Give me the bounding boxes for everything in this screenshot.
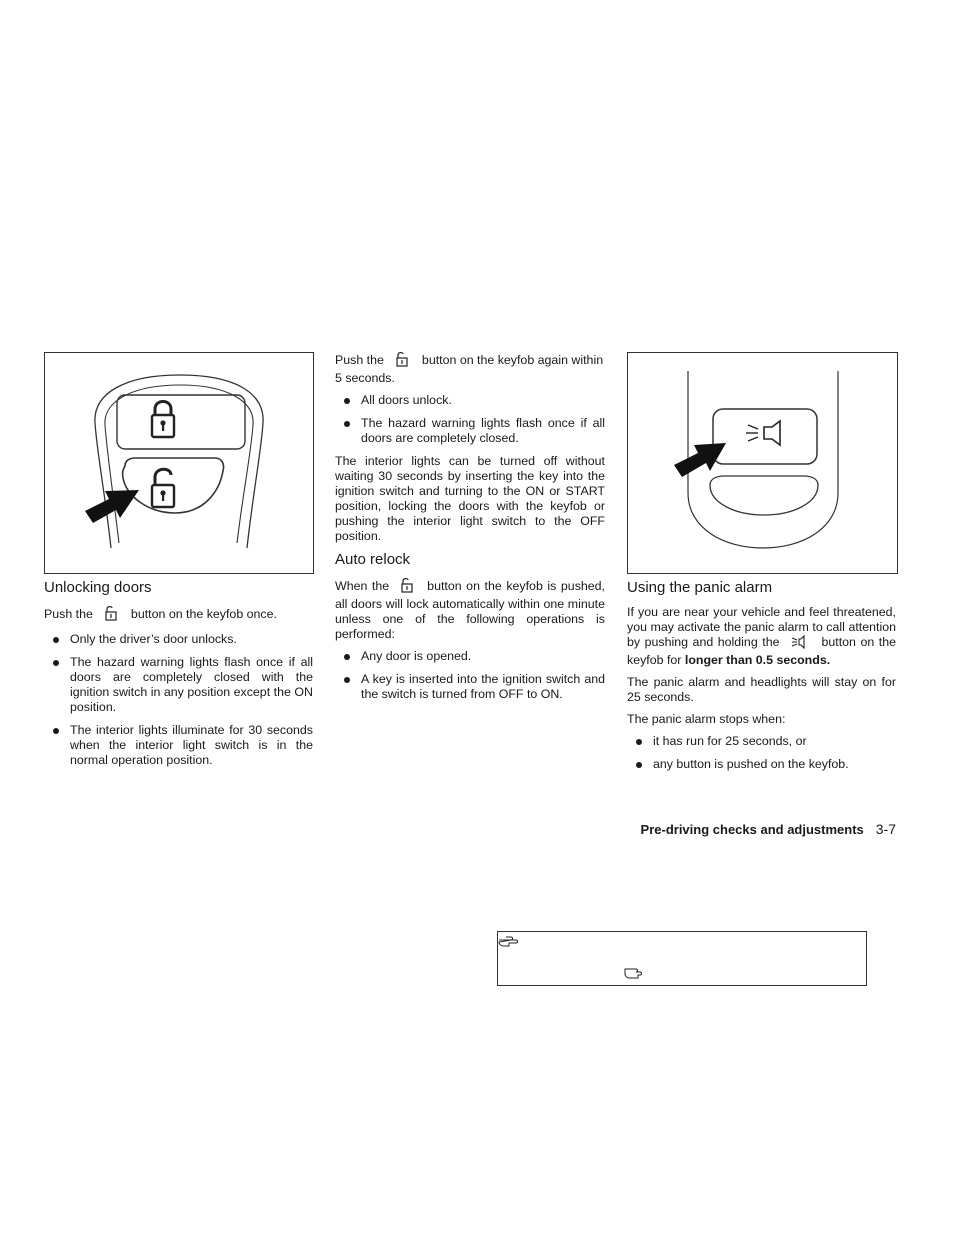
keyfob-panic-illustration	[628, 353, 897, 573]
list-item: The interior lights illuminate for 30 seconds when the interior light switch is in the normal operation position.	[44, 723, 313, 768]
panic-alarm-paragraph: If you are near your vehicle and feel threatened, you may activate the panic alarm to call attention by pushing and holding the button on the keyfob for longer than 0.5 seconds.	[627, 605, 897, 667]
panic-alarm-icon	[746, 421, 780, 445]
unlock-again-instruction: Push the button on the keyfob again within 5 seconds.	[335, 353, 604, 385]
auto-relock-paragraph: When the button on the keyfob is pushed, all doors will lock automatically within one minute unless one of the following operations is performed:	[335, 579, 606, 641]
panic-alarm-icon	[791, 635, 807, 653]
keyfob-unlock-illustration	[45, 353, 313, 573]
section-heading-unlocking-doors: Unlocking doors	[44, 579, 152, 596]
panic-stop-bullet-list	[627, 734, 896, 772]
section-heading-panic-alarm: Using the panic alarm	[627, 579, 773, 596]
unlock-keyfob-icon	[401, 577, 413, 597]
list-item: A key is inserted into the ignition switch and the switch is turned from OFF to ON.	[335, 672, 605, 702]
page-number: 3-7	[875, 821, 896, 837]
reference-note-box	[497, 931, 867, 986]
arrow-icon	[674, 443, 726, 477]
unlock-again-bullet-list	[335, 393, 605, 446]
list-item: Any door is opened.	[335, 649, 605, 664]
unlock-keyfob-icon	[105, 605, 117, 625]
keyfob-panic-figure	[627, 352, 898, 574]
pointing-hand-icon	[498, 934, 520, 953]
footer-section-title: Pre-driving checks and adjustments	[640, 822, 864, 837]
list-item: it has run for 25 seconds, or	[627, 734, 896, 749]
list-item: any button is pushed on the keyfob.	[627, 757, 896, 772]
pointing-hand-icon	[624, 966, 644, 985]
section-heading-auto-relock: Auto relock	[335, 551, 411, 568]
interior-lights-paragraph: The interior lights can be turned off without waiting 30 seconds by inserting the key into the ignition switch and turning to the ON or START position, locking the doors with the keyfob or pushing the interior light switch to the OFF position.	[335, 454, 605, 543]
unlock-bullet-list	[44, 632, 313, 768]
unlock-instruction: Push the button on the keyfob once.	[44, 605, 313, 625]
auto-relock-bullet-list	[335, 649, 605, 702]
panic-duration-paragraph: The panic alarm and headlights will stay on for 25 seconds.	[627, 675, 896, 704]
lock-icon	[152, 402, 174, 438]
list-item: Only the driver’s door unlocks.	[44, 632, 313, 647]
unlock-keyfob-icon	[396, 351, 408, 371]
arrow-icon	[85, 490, 139, 523]
page-footer	[641, 821, 896, 837]
list-item: The hazard warning lights flash once if all doors are completely closed with the ignition switch in any position except the ON position.	[44, 655, 313, 715]
keyfob-unlock-figure	[44, 352, 314, 574]
panic-stops-paragraph: The panic alarm stops when:	[627, 712, 786, 726]
list-item: All doors unlock.	[335, 393, 605, 408]
unlock-icon	[152, 469, 174, 507]
list-item: The hazard warning lights flash once if all doors are completely closed.	[335, 416, 605, 446]
